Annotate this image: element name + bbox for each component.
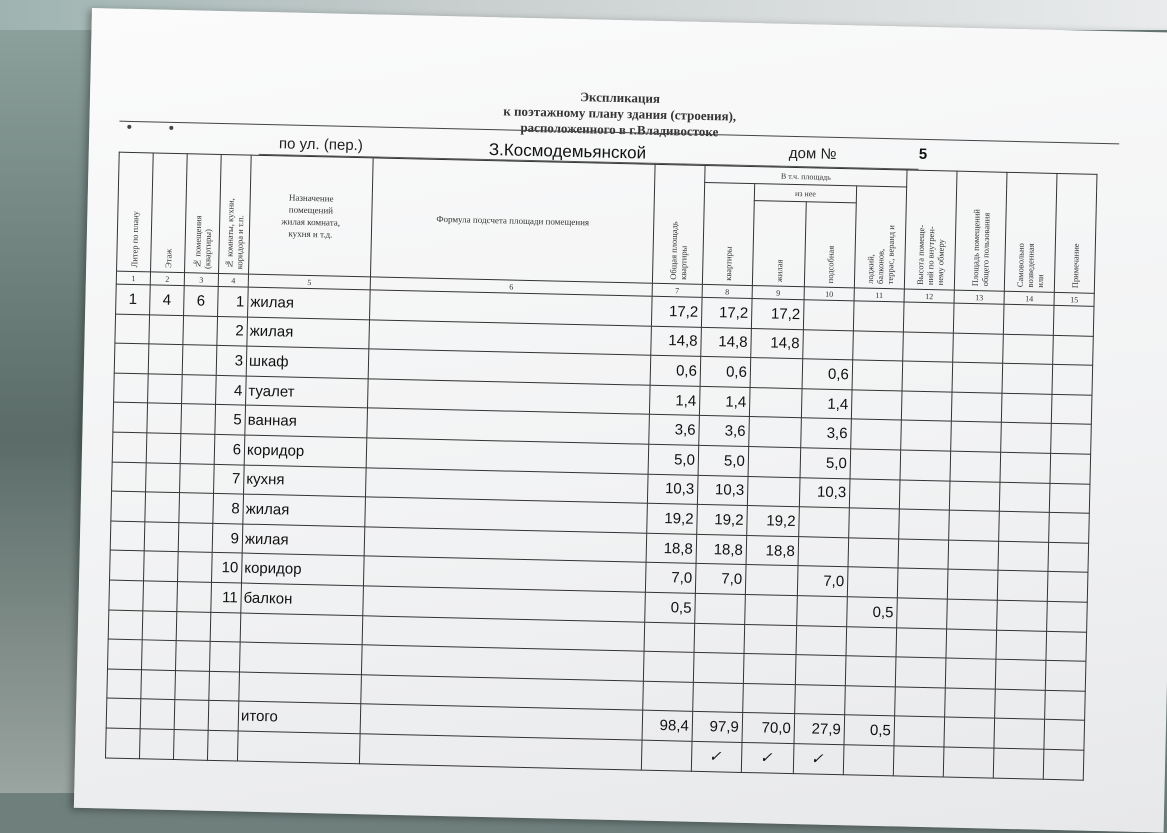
cell-total: 18,8 [646,533,697,564]
header-incl-area: В т.ч. площадь [705,165,907,187]
header-height: Высота помеще- ний по внутрен- нему обмеру [904,170,957,290]
cell-empty [1047,601,1088,631]
header-balconies: лоджий, балконов, террас, веранд и [854,186,906,289]
header-liter: Литер по плану [117,152,154,272]
cell-apt_area: 18,8 [696,534,747,565]
cell-apt [181,404,216,434]
cell-purpose: ванная [245,405,368,437]
cell-living [744,624,797,655]
cell-apt [175,670,210,700]
cell-balcony [853,330,904,361]
cell-total: 0,6 [650,355,701,386]
cell-empty [948,540,999,571]
cell-floor [148,374,183,404]
cell-empty [1046,631,1087,661]
cell-purpose: жилая [247,317,370,349]
cell-purpose [237,731,360,763]
cell-balcony [849,478,900,509]
cell-balcony [846,626,897,657]
cell-empty [995,689,1046,720]
cell-apt_area: ✓ [691,741,742,772]
cell-room: 11 [211,582,242,612]
cell-apt_area: 14,8 [701,327,752,358]
explication-document [74,8,1152,832]
cell-aux: 1,4 [801,388,852,419]
cell-apt_area: 17,2 [701,297,752,328]
cell-room [207,730,238,760]
column-number-row: 1 2 3 4 5 6 7 8 9 10 11 12 13 14 15 [116,271,1094,306]
cell-living: 17,2 [751,299,804,330]
cell-room: 10 [212,553,243,583]
cell-aux [803,300,854,331]
header-formula: Формула подсчета площади помещения [370,158,655,283]
cell-empty [947,599,998,630]
cell-floor [143,581,178,611]
cell-room [209,641,240,671]
cell-empty [949,510,1000,541]
cell-apt_area: 0,6 [700,357,751,388]
cell-aux: 10,3 [799,477,850,508]
cell-floor [139,729,174,759]
cell-empty [946,629,997,660]
cell-total: 14,8 [651,326,702,357]
cell-apt [182,345,217,375]
cell-floor [142,640,177,670]
cell-room: 5 [215,405,246,435]
cell-total: 10,3 [647,474,698,505]
cell-aux: 7,0 [797,566,848,597]
cell-aux [803,329,854,360]
cell-apt_area: 3,6 [699,416,750,447]
cell-empty [1001,423,1052,454]
cell-empty [993,748,1044,779]
cell-living [748,446,801,477]
cell-living: 18,8 [746,535,799,566]
cell-apt_area: 5,0 [698,445,749,476]
street-value: З.Космодемьянской [488,140,647,163]
cell-empty [943,747,994,778]
cell-living [745,565,798,596]
cell-empty [895,657,946,688]
doc-subtitle-1: к поэтажному плану здания (строения), [503,103,737,124]
cell-aux: ✓ [793,744,844,775]
cell-empty [901,391,952,422]
cell-room: 6 [214,434,245,464]
cell-empty [1053,305,1094,335]
cell-purpose [240,613,363,645]
cell-empty [995,659,1046,690]
cell-balcony [851,419,902,450]
cell-room: 8 [213,494,244,524]
cell-empty [903,332,954,363]
cell-empty [899,480,950,511]
cell-liter [105,728,140,758]
cell-empty [1002,363,1053,394]
street-label: по ул. (пер.) [278,135,363,155]
header-purpose: Назначение помещений жилая комната, кухня и т.д. [249,155,374,277]
cell-purpose: жилая [242,524,365,556]
cell-living [749,387,802,418]
cell-room: 9 [212,523,243,553]
cell-balcony [845,656,896,687]
cell-purpose [239,642,362,674]
cell-living: 70,0 [742,713,795,744]
cell-floor [147,403,182,433]
cell-floor [145,492,180,522]
cell-apt_area [694,623,745,654]
header-unauthorized: Самовольно возведенная или [1004,172,1057,292]
cell-empty [1001,393,1052,424]
cell-aux: 0,6 [802,359,853,390]
cell-floor [148,344,183,374]
cell-total: 19,2 [647,503,698,534]
house-value: 5 [918,145,928,163]
cell-empty [1048,542,1089,572]
cell-liter [106,698,141,728]
cell-apt [183,315,218,345]
cell-purpose: балкон [241,583,364,615]
cell-empty [1050,453,1091,483]
cell-apt [175,641,210,671]
cell-aux [798,536,849,567]
cell-balcony: 0,5 [844,715,895,746]
cell-purpose: кухня [244,465,367,497]
cell-balcony [852,360,903,391]
cell-apt_area: 7,0 [695,564,746,595]
cell-empty [951,421,1002,452]
cell-balcony [845,685,896,716]
cell-floor [144,551,179,581]
cell-empty [947,569,998,600]
cell-apt [173,729,208,759]
cell-empty [998,541,1049,572]
cell-empty [953,333,1004,364]
header-note: Примечание [1054,173,1097,293]
doc-subtitle-2: расположенного в г.Владивостоке [520,119,719,140]
house-label: дом № [788,144,837,163]
cell-purpose: коридор [244,435,367,467]
cell-apt [180,463,215,493]
cell-empty [1052,365,1093,395]
table-body [105,284,1093,780]
cell-living [743,654,796,685]
cell-aux [796,625,847,656]
cell-room: 7 [214,464,245,494]
cell-liter [111,491,146,521]
header-apartment-area: квартиры [702,182,754,285]
cell-empty [944,717,995,748]
cell-empty [1003,304,1054,335]
cell-empty [997,600,1048,631]
cell-apt_area: 19,2 [697,505,748,536]
cell-empty [897,568,948,599]
cell-total: 17,2 [651,296,702,327]
cell-empty [897,598,948,629]
cell-apt_area [695,593,746,624]
document-sheet [74,8,1167,833]
cell-total: 3,6 [649,415,700,446]
cell-living [749,417,802,448]
cell-empty [1051,394,1092,424]
cell-apt: 6 [184,286,219,316]
cell-empty [899,509,950,540]
cell-empty [893,746,944,777]
cell-empty [1053,335,1094,365]
cell-liter [110,550,145,580]
cell-empty [999,511,1050,542]
cell-balcony: 0,5 [847,597,898,628]
cell-aux [797,596,848,627]
cell-liter [115,314,150,344]
cell-liter [109,580,144,610]
mark-dot [169,126,173,130]
cell-empty [902,361,953,392]
header-total-area: Общая площадь квартиры [652,164,705,284]
cell-living: 19,2 [747,506,800,537]
doc-title: Экспликация [580,89,661,106]
cell-empty [949,481,1000,512]
cell-floor [141,670,176,700]
cell-purpose: шкаф [246,346,369,378]
cell-total: 98,4 [642,710,693,741]
cell-liter [114,373,149,403]
cell-empty [999,482,1050,513]
cell-balcony [847,567,898,598]
cell-apt [176,611,211,641]
explication-table [105,152,1098,781]
header-auxiliary: подсобная [804,202,856,288]
cell-balcony [851,390,902,421]
cell-apt [177,582,212,612]
cell-total: 5,0 [648,444,699,475]
cell-room: 2 [217,316,248,346]
cell-aux [795,655,846,686]
cell-empty [951,392,1002,423]
cell-liter [110,521,145,551]
cell-empty [1045,660,1086,690]
cell-balcony [848,538,899,569]
cell-room [210,612,241,642]
cell-room [209,671,240,701]
cell-balcony [843,745,894,776]
cell-living [750,358,803,389]
cell-room: 3 [216,346,247,376]
cell-total [641,740,692,771]
cell-liter [112,432,147,462]
cell-empty [895,687,946,718]
cell-empty [1003,334,1054,365]
cell-living [743,683,796,714]
cell-empty [945,658,996,689]
cell-empty [1043,749,1084,779]
cell-room: 1 [218,286,249,316]
cell-empty [903,302,954,333]
cell-liter [108,610,143,640]
cell-liter [114,343,149,373]
cell-empty [996,630,1047,661]
cell-aux [799,507,850,538]
cell-liter [108,639,143,669]
cell-room [208,701,239,731]
cell-empty [898,539,949,570]
cell-empty [1047,572,1088,602]
header-floor: Этаж [151,153,188,273]
cell-apt [182,374,217,404]
cell-floor [146,462,181,492]
cell-total: 0,5 [645,592,696,623]
cell-empty [1049,513,1090,543]
cell-liter: 1 [116,284,151,314]
header-living: жилая [752,201,806,287]
mark-dot [127,125,131,129]
cell-apt_area [693,652,744,683]
cell-apt [180,434,215,464]
cell-empty [997,571,1048,602]
cell-apt_area [693,682,744,713]
cell-empty [952,362,1003,393]
cell-empty [901,420,952,451]
cell-empty [953,303,1004,334]
cell-purpose: итого [238,701,361,733]
header-apartment: № помещения (квартиры) [185,154,222,274]
cell-apt_area: 10,3 [697,475,748,506]
cell-purpose: туалет [246,376,369,408]
cell-liter [107,669,142,699]
cell-living: ✓ [741,742,794,773]
cell-floor [149,314,184,344]
cell-balcony [853,301,904,332]
cell-empty [1049,483,1090,513]
cell-purpose: жилая [243,494,366,526]
cell-apt [178,522,213,552]
cell-room: 4 [216,375,247,405]
cell-living [745,594,798,625]
cell-total [643,651,694,682]
cell-aux [795,684,846,715]
header-room-number: № комнаты, кухни, коридора и т.п. [219,154,252,274]
cell-total: 1,4 [649,385,700,416]
cell-empty [896,627,947,658]
cell-purpose: жилая [248,287,371,319]
cell-empty [1000,452,1051,483]
header-common-area: Площадь помещений общего пользования [954,171,1007,291]
cell-empty [1045,690,1086,720]
header-of-which: из нее [754,184,856,203]
cell-apt [179,493,214,523]
cell-aux: 27,9 [794,714,845,745]
cell-total: 7,0 [645,563,696,594]
cell-empty [1044,720,1085,750]
cell-living [747,476,800,507]
cell-empty [900,450,951,481]
cell-purpose [239,672,362,704]
cell-empty [994,718,1045,749]
cell-empty [945,688,996,719]
cell-aux: 3,6 [801,418,852,449]
cell-floor [144,522,179,552]
cell-floor [142,610,177,640]
cell-liter [113,402,148,432]
cell-balcony [850,449,901,480]
cell-empty [359,734,642,770]
cell-floor [146,433,181,463]
cell-total [644,622,695,653]
cell-apt [178,552,213,582]
cell-apt_area: 97,9 [692,712,743,743]
cell-liter [112,462,147,492]
cell-aux: 5,0 [800,448,851,479]
cell-empty [950,451,1001,482]
cell-apt [174,700,209,730]
cell-floor: 4 [150,285,185,315]
cell-floor [140,699,175,729]
cell-purpose: коридор [241,553,364,585]
cell-apt_area: 1,4 [699,386,750,417]
cell-empty [1051,424,1092,454]
cell-total [643,681,694,712]
cell-balcony [849,508,900,539]
cell-living: 14,8 [751,328,804,359]
cell-empty [894,716,945,747]
